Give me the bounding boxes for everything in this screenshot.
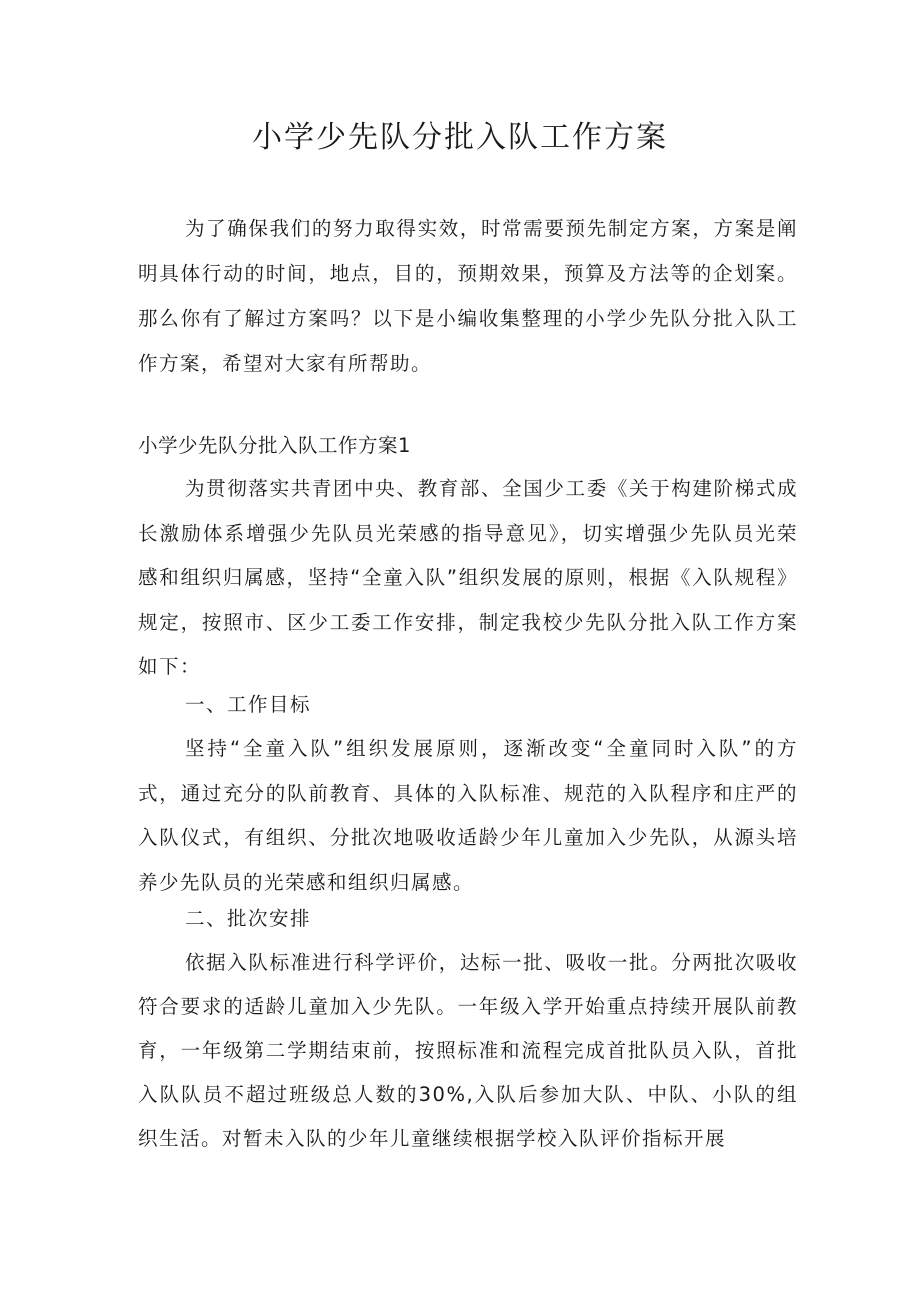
document-title: 小学少先队分批入队工作方案 bbox=[252, 120, 668, 155]
subheading-work-goal: 一、工作目标 bbox=[185, 693, 312, 716]
section-heading: 小学少先队分批入队工作方案1 bbox=[138, 434, 411, 457]
body-paragraph-1: 为贯彻落实共青团中央、教育部、全国少工委《关于构建阶梯式成长激励体系增强少先队员光荣感的指导意见》，切实增强少先队员光荣感和组织归属感，坚持“全童入队”组织发展的原则，根据《入队规程》规定，按照市、区少工委工作安排，制定我校少先队分批入队工作方案如下： bbox=[138, 477, 798, 678]
subheading-batch-arrangement: 二、批次安排 bbox=[185, 907, 312, 930]
body-paragraph-2: 坚持“全童入队”组织发展原则，逐渐改变“全童同时入队”的方式，通过充分的队前教育、具体的入队标准、规范的入队程序和庄严的入队仪式，有组织、分批次地吸收适龄少年儿童加入少先队，从源头培养少先队员的光荣感和组织归属感。 bbox=[138, 737, 798, 894]
body-paragraph-3: 依据入队标准进行科学评价，达标一批、吸收一批。分两批次吸收符合要求的适龄儿童加入少先队。一年级入学开始重点持续开展队前教育，一年级第二学期结束前，按照标准和流程完成首批队员入队，首批入队队员不超过班级总人数的30%,入队后参加大队、中队、小队的组织生活。对暂未入队的少年儿童继续根据学校入队评价指标开展 bbox=[138, 951, 798, 1150]
intro-paragraph: 为了确保我们的努力取得实效，时常需要预先制定方案，方案是阐明具体行动的时间，地点，目的，预期效果，预算及方法等的企划案。那么你有了解过方案吗？以下是小编收集整理的小学少先队分批入队工作方案，希望对大家有所帮助。 bbox=[138, 217, 798, 375]
